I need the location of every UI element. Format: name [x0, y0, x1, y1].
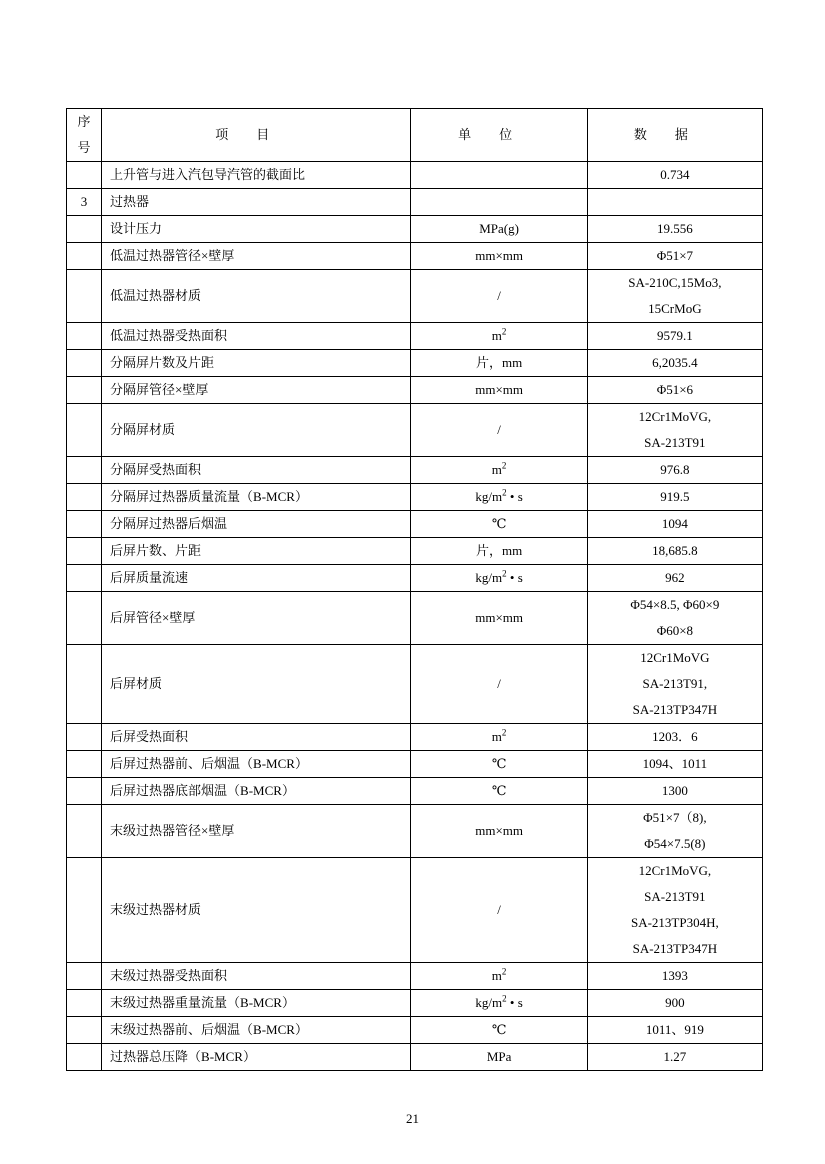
row-item: 分隔屏过热器质量流量（B-MCR）	[102, 484, 411, 511]
row-item: 分隔屏受热面积	[102, 457, 411, 484]
row-data: Φ51×7	[587, 243, 762, 270]
table-row	[67, 592, 763, 645]
table-row	[67, 778, 763, 805]
table-row	[67, 484, 763, 511]
unit-superscript: 2	[501, 460, 507, 471]
row-unit: ℃	[411, 778, 587, 805]
row-item: 后屏质量流速	[102, 565, 411, 592]
table-row	[67, 645, 763, 724]
unit-base: kg/m	[475, 995, 503, 1010]
row-item: 末级过热器受热面积	[102, 963, 411, 990]
row-seq	[67, 484, 102, 511]
row-item: 后屏受热面积	[102, 724, 411, 751]
row-unit	[411, 724, 587, 751]
row-seq	[67, 1044, 102, 1071]
row-unit	[411, 484, 587, 511]
table-row	[67, 377, 763, 404]
row-unit: /	[411, 645, 587, 724]
row-unit	[411, 457, 587, 484]
row-item: 末级过热器材质	[102, 858, 411, 963]
row-item: 低温过热器受热面积	[102, 323, 411, 350]
header-data: 数据	[587, 109, 762, 162]
row-unit: /	[411, 404, 587, 457]
row-unit	[411, 189, 587, 216]
row-item: 后屏过热器前、后烟温（B-MCR）	[102, 751, 411, 778]
row-data: 1203．6	[587, 724, 762, 751]
row-item: 后屏材质	[102, 645, 411, 724]
row-data: 0.734	[587, 162, 762, 189]
row-seq	[67, 457, 102, 484]
page-number: 21	[406, 1111, 419, 1126]
row-seq	[67, 990, 102, 1017]
row-data: 1094、1011	[587, 751, 762, 778]
unit-base: m	[491, 729, 502, 744]
row-data: 12Cr1MoVG, SA-213T91	[587, 404, 762, 457]
row-data: 976.8	[587, 457, 762, 484]
unit-tail: • s	[509, 570, 523, 585]
row-data: 900	[587, 990, 762, 1017]
row-data: 1094	[587, 511, 762, 538]
row-unit: /	[411, 858, 587, 963]
row-data: 1393	[587, 963, 762, 990]
row-seq	[67, 323, 102, 350]
row-data: 19.556	[587, 216, 762, 243]
row-data: Φ51×7（8), Φ54×7.5(8)	[587, 805, 762, 858]
row-seq	[67, 270, 102, 323]
row-data: 1011、919	[587, 1017, 762, 1044]
row-seq	[67, 724, 102, 751]
row-data: 1.27	[587, 1044, 762, 1071]
row-item: 上升管与进入汽包导汽管的截面比	[102, 162, 411, 189]
unit-superscript: 2	[501, 727, 507, 738]
row-seq	[67, 350, 102, 377]
row-unit: 片，mm	[411, 538, 587, 565]
row-data: 12Cr1MoVG SA-213T91, SA-213TP347H	[587, 645, 762, 724]
row-seq	[67, 805, 102, 858]
unit-superscript: 2	[501, 326, 507, 337]
row-data: 6,2035.4	[587, 350, 762, 377]
unit-superscript: 2	[502, 993, 507, 1004]
table-row	[67, 243, 763, 270]
row-seq	[67, 162, 102, 189]
unit-tail: • s	[509, 489, 523, 504]
table-row	[67, 404, 763, 457]
table-row	[67, 162, 763, 189]
row-item: 分隔屏过热器后烟温	[102, 511, 411, 538]
header-seq: 序 号	[67, 109, 102, 162]
row-item: 分隔屏片数及片距	[102, 350, 411, 377]
row-seq	[67, 377, 102, 404]
table-row	[67, 270, 763, 323]
row-seq	[67, 858, 102, 963]
table-row	[67, 990, 763, 1017]
row-item: 分隔屏材质	[102, 404, 411, 457]
unit-superscript: 2	[502, 487, 507, 498]
row-unit: ℃	[411, 751, 587, 778]
row-data	[587, 189, 762, 216]
unit-tail: • s	[509, 995, 523, 1010]
row-unit: /	[411, 270, 587, 323]
row-item: 末级过热器管径×壁厚	[102, 805, 411, 858]
header-item: 项目	[102, 109, 411, 162]
row-item: 低温过热器材质	[102, 270, 411, 323]
row-item: 低温过热器管径×壁厚	[102, 243, 411, 270]
row-seq	[67, 778, 102, 805]
row-unit: 片，mm	[411, 350, 587, 377]
row-data: 1300	[587, 778, 762, 805]
row-seq	[67, 963, 102, 990]
row-data: 12Cr1MoVG, SA-213T91 SA-213TP304H, SA-213TP347H	[587, 858, 762, 963]
row-unit	[411, 990, 587, 1017]
row-unit: mm×mm	[411, 377, 587, 404]
row-data: 919.5	[587, 484, 762, 511]
table-row	[67, 805, 763, 858]
row-unit: MPa	[411, 1044, 587, 1071]
superheater-spec-table	[66, 108, 763, 1071]
row-item: 末级过热器前、后烟温（B-MCR）	[102, 1017, 411, 1044]
unit-base: m	[491, 968, 502, 983]
row-seq	[67, 511, 102, 538]
row-unit: mm×mm	[411, 592, 587, 645]
row-item: 过热器总压降（B-MCR）	[102, 1044, 411, 1071]
table-row	[67, 565, 763, 592]
row-unit	[411, 565, 587, 592]
table-row	[67, 511, 763, 538]
unit-superscript: 2	[501, 966, 507, 977]
row-unit	[411, 963, 587, 990]
table-row	[67, 323, 763, 350]
row-seq	[67, 645, 102, 724]
header-unit: 单位	[411, 109, 587, 162]
row-seq	[67, 538, 102, 565]
row-seq	[67, 751, 102, 778]
row-unit: ℃	[411, 1017, 587, 1044]
table-row	[67, 1017, 763, 1044]
row-seq	[67, 565, 102, 592]
row-seq	[67, 404, 102, 457]
row-unit: mm×mm	[411, 805, 587, 858]
table-row	[67, 457, 763, 484]
row-item: 分隔屏管径×壁厚	[102, 377, 411, 404]
row-unit: ℃	[411, 511, 587, 538]
row-item: 后屏片数、片距	[102, 538, 411, 565]
table-row	[67, 538, 763, 565]
row-data: Φ54×8.5, Φ60×9 Φ60×8	[587, 592, 762, 645]
row-seq	[67, 243, 102, 270]
row-seq	[67, 1017, 102, 1044]
table-row	[67, 858, 763, 963]
row-item: 设计压力	[102, 216, 411, 243]
row-data: Φ51×6	[587, 377, 762, 404]
unit-superscript: 2	[502, 568, 507, 579]
row-unit: mm×mm	[411, 243, 587, 270]
table-header-row	[67, 109, 763, 162]
table-row	[67, 216, 763, 243]
row-seq	[67, 216, 102, 243]
row-unit	[411, 162, 587, 189]
unit-base: m	[491, 462, 502, 477]
table-row	[67, 350, 763, 377]
row-item: 过热器	[102, 189, 411, 216]
row-item: 末级过热器重量流量（B-MCR）	[102, 990, 411, 1017]
row-data: 18,685.8	[587, 538, 762, 565]
row-unit	[411, 323, 587, 350]
row-seq	[67, 592, 102, 645]
table-row	[67, 963, 763, 990]
table-row	[67, 751, 763, 778]
table-row	[67, 724, 763, 751]
unit-base: m	[491, 328, 502, 343]
row-unit: MPa(g)	[411, 216, 587, 243]
row-item: 后屏管径×壁厚	[102, 592, 411, 645]
table-row	[67, 189, 763, 216]
row-item: 后屏过热器底部烟温（B-MCR）	[102, 778, 411, 805]
row-data: SA-210C,15Mo3, 15CrMoG	[587, 270, 762, 323]
table-row	[67, 1044, 763, 1071]
row-seq: 3	[67, 189, 102, 216]
row-data: 962	[587, 565, 762, 592]
unit-base: kg/m	[475, 489, 503, 504]
row-data: 9579.1	[587, 323, 762, 350]
unit-base: kg/m	[475, 570, 503, 585]
